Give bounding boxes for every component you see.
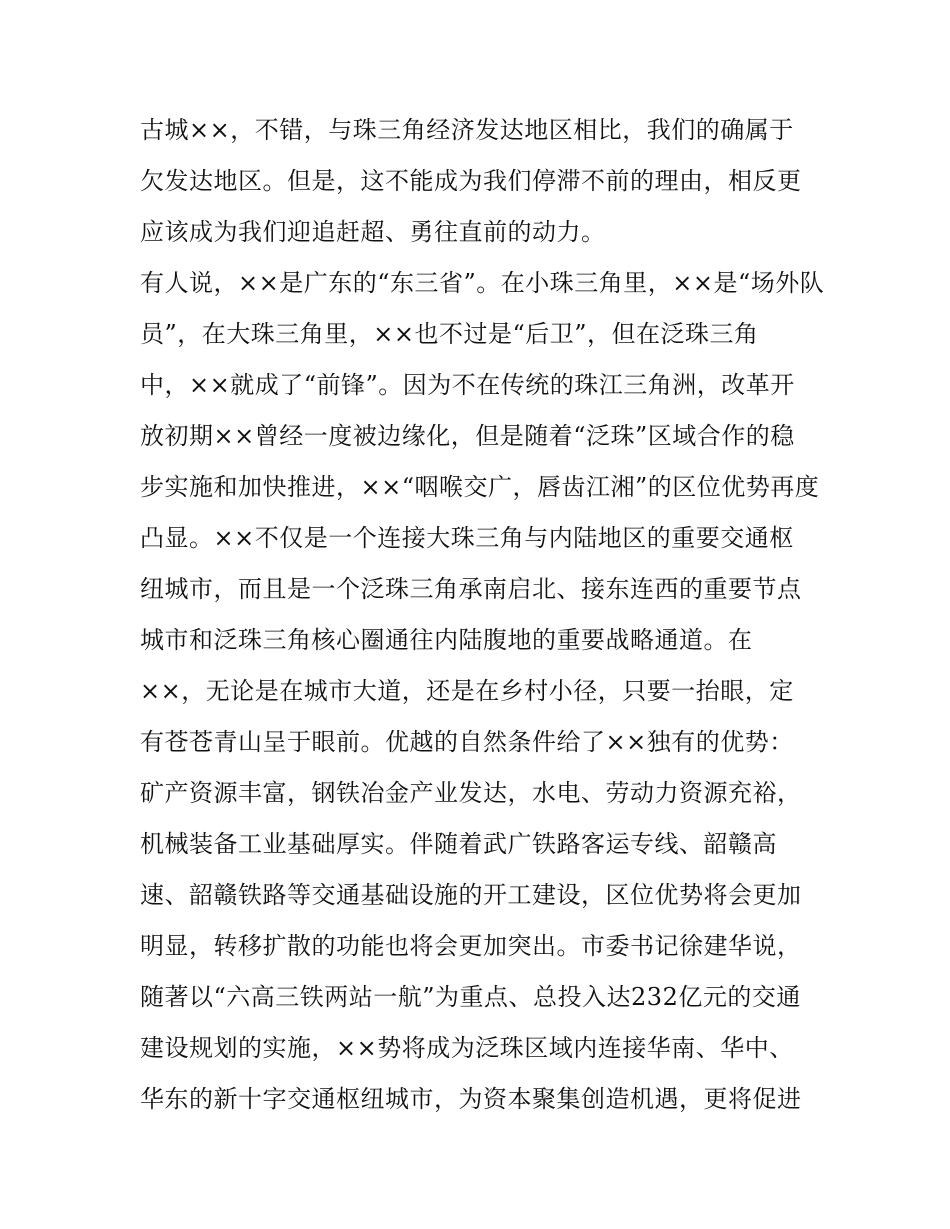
text-line: 矿产资源丰富，钢铁冶金产业发达，水电、劳动力资源充裕， <box>140 779 802 807</box>
text-line: 速、韶赣铁路等交通基础设施的开工建设，区位优势将会更加 <box>140 881 802 909</box>
text-line: 城市和泛珠三角核心圈通往内陆腹地的重要战略通道。在 <box>140 626 753 654</box>
text-line: 凸显。××不仅是一个连接大珠三角与内陆地区的重要交通枢 <box>140 524 794 552</box>
text-line: 古城××，不错，与珠三角经济发达地区相比，我们的确属于 <box>140 116 794 144</box>
text-line: 中，××就成了“前锋”。因为不在传统的珠江三角洲，改革开 <box>140 371 795 399</box>
text-line: ××，无论是在城市大道，还是在乡村小径，只要一抬眼，定 <box>140 677 794 705</box>
text-line: 欠发达地区。但是，这不能成为我们停滞不前的理由，相反更 <box>140 167 802 195</box>
text-line: 纽城市，而且是一个泛珠三角承南启北、接东连西的重要节点 <box>140 575 802 603</box>
text-line: 随著以“六高三铁两站一航”为重点、总投入达232亿元的交通 <box>140 983 801 1011</box>
text-line: 放初期××曾经一度被边缘化，但是随着“泛珠”区域合作的稳 <box>140 422 795 450</box>
text-line: 步实施和加快推进，××“咽喉交广，唇齿江湘”的区位优势再度 <box>140 473 820 501</box>
text-line: 有人说，××是广东的“东三省”。在小珠三角里，××是“场外队 <box>140 269 825 297</box>
text-line: 华东的新十字交通枢纽城市，为资本聚集创造机遇，更将促进 <box>140 1085 802 1113</box>
text-line: 应该成为我们迎追赶超、勇往直前的动力。 <box>140 218 606 246</box>
text-line: 员”，在大珠三角里，××也不过是“后卫”，但在泛珠三角 <box>140 320 759 348</box>
text-line: 建设规划的实施，××势将成为泛珠区域内连接华南、华中、 <box>140 1034 794 1062</box>
text-line: 有苍苍青山呈于眼前。优越的自然条件给了××独有的优势： <box>140 728 794 756</box>
text-line: 明显，转移扩散的功能也将会更加突出。市委书记徐建华说， <box>140 932 802 960</box>
body-text <box>140 105 830 1125</box>
text-line: 机械装备工业基础厚实。伴随着武广铁路客运专线、韶赣高 <box>140 830 777 858</box>
